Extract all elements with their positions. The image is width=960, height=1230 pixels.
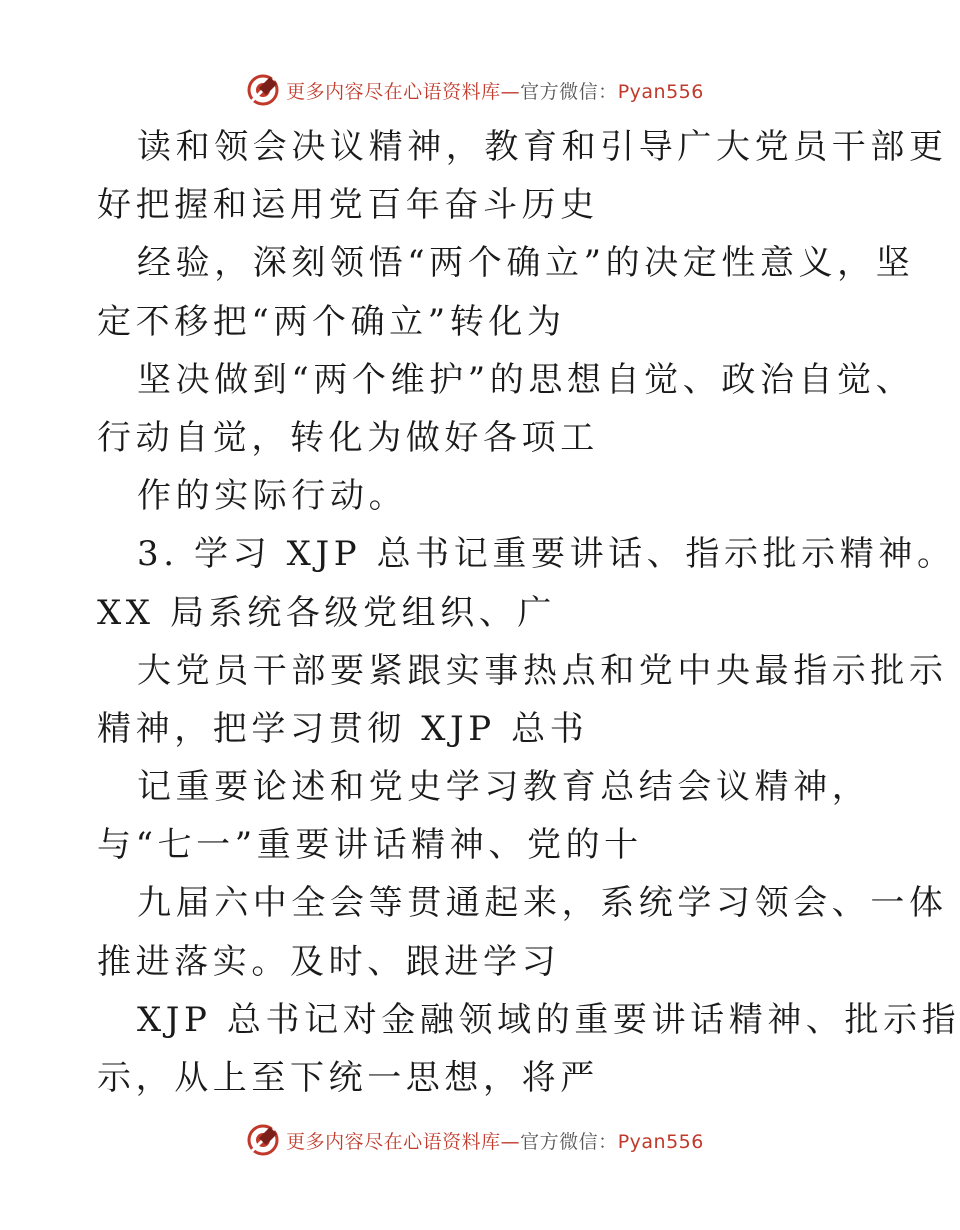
text-line: 作的实际行动。 — [137, 476, 408, 517]
watermark-separator: — — [500, 80, 521, 103]
text-line: 3. 学习 XJP 总书记重要讲话、指示批示精神。 — [137, 534, 956, 575]
text-line: 示，从上至下统一思想，将严 — [97, 1058, 599, 1098]
text-line: XJP 总书记对金融领域的重要讲话精神、批示指 — [137, 999, 960, 1040]
watermark-text — [286, 77, 704, 104]
text-line: 推进落实。及时、跟进学习 — [97, 941, 561, 982]
text-line: XX 局系统各级党组织、广 — [97, 592, 557, 633]
watermark-separator: — — [500, 1130, 521, 1153]
watermark-main: 更多内容尽在心语资料库 — [286, 1130, 501, 1153]
header-watermark — [0, 70, 950, 110]
text-line: 行动自觉，转化为做好各项工 — [97, 417, 599, 458]
text-line: 好把握和运用党百年奋斗历史 — [97, 185, 599, 226]
text-line: 精神，把学习贯彻 XJP 总书 — [97, 708, 589, 749]
text-line: 坚决做到“两个维护”的思想自觉、政治自觉、 — [137, 359, 915, 400]
watermark-wechat-id: Pyan556 — [617, 1130, 704, 1153]
text-line: 经验，深刻领悟“两个确立”的决定性意义，坚 — [137, 243, 915, 284]
text-line: 读和领会决议精神，教育和引导广大党员干部更 — [137, 127, 948, 167]
text-line: 与“七一”重要讲话精神、党的十 — [97, 825, 643, 866]
text-line: 记重要论述和党史学习教育总结会议精神， — [137, 767, 871, 808]
watermark-text — [286, 1127, 704, 1154]
text-line: 定不移把“两个确立”转化为 — [97, 301, 566, 342]
watermark-wechat-label: 官方微信： — [520, 80, 618, 103]
watermark-main: 更多内容尽在心语资料库 — [286, 80, 501, 103]
watermark-wechat-id: Pyan556 — [617, 80, 704, 103]
footer-watermark — [0, 1120, 950, 1160]
text-line: 九届六中全会等贯通起来，系统学习领会、一体 — [137, 883, 948, 924]
brand-logo-icon — [246, 1123, 280, 1157]
text-line: 大党员干部要紧跟实事热点和党中央最指示批示 — [137, 650, 948, 691]
document-body — [97, 118, 960, 1107]
brand-logo-icon — [246, 73, 280, 107]
watermark-wechat-label: 官方微信： — [520, 1130, 618, 1153]
